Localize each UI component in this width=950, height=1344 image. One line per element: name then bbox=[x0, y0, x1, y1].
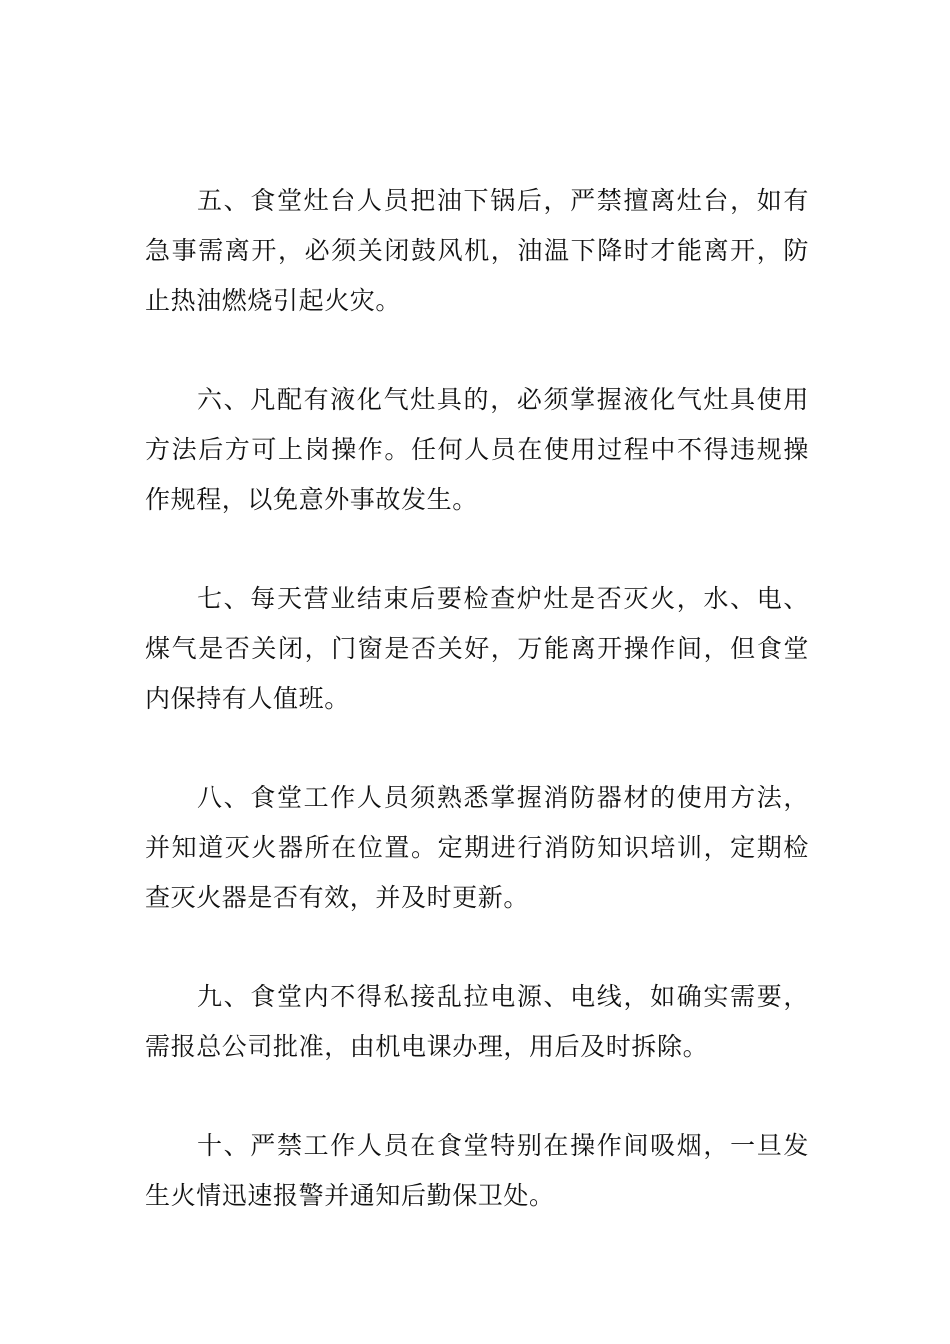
paragraph-rule-8: 八、食堂工作人员须熟悉掌握消防器材的使用方法，并知道灭火器所在位置。定期进行消防知识培训，定期检查灭火器是否有效，并及时更新。 bbox=[145, 783, 809, 912]
paragraph-rule-5: 五、食堂灶台人员把油下锅后，严禁擅离灶台，如有急事需离开，必须关闭鼓风机，油温下降时才能离开，防止热油燃烧引起火灾。 bbox=[145, 186, 809, 315]
paragraph-rule-10: 十、严禁工作人员在食堂特别在操作间吸烟，一旦发生火情迅速报警并通知后勤保卫处。 bbox=[145, 1131, 809, 1210]
paragraph-rule-6: 六、凡配有液化气灶具的，必须掌握液化气灶具使用方法后方可上岗操作。任何人员在使用过程中不得违规操作规程，以免意外事故发生。 bbox=[145, 385, 809, 514]
paragraph-rule-9: 九、食堂内不得私接乱拉电源、电线，如确实需要，需报总公司批准，由机电课办理，用后及时拆除。 bbox=[145, 982, 809, 1061]
document-body bbox=[145, 176, 809, 1270]
paragraph-rule-7: 七、每天营业结束后要检查炉灶是否灭火，水、电、煤气是否关闭，门窗是否关好，万能离开操作间，但食堂内保持有人值班。 bbox=[145, 584, 809, 713]
